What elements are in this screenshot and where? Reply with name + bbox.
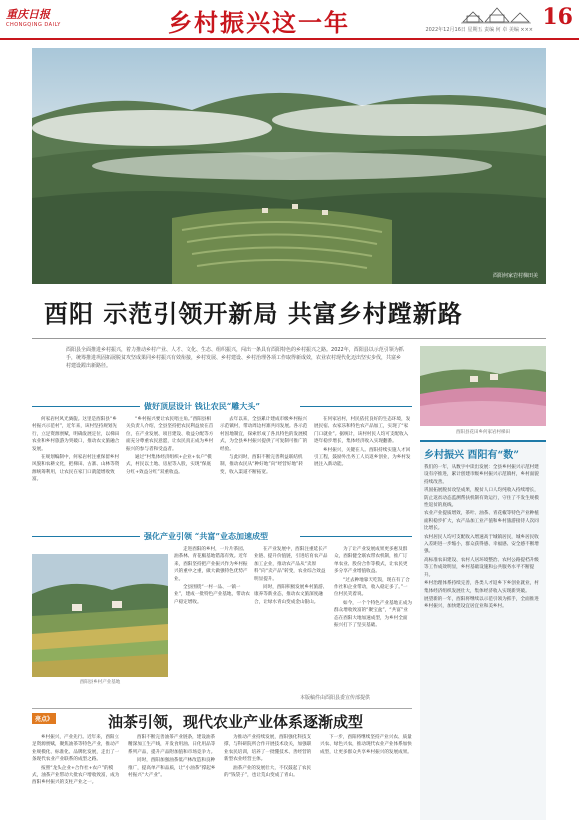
side-photo-caption: 酉阳县花田乡何家岩村梯田: [456, 430, 510, 435]
section-title: 乡村振兴这一年: [168, 8, 350, 37]
section2-rule-right: [300, 536, 412, 537]
sidebar-paragraph: 巩固拓展脱贫攻坚成果，脱贫人口人均纯收入持续增长，防止返贫动态监测帮扶机制有效运行，守住了不发生规模性返贫的底线。: [424, 488, 539, 509]
sidebar-paragraph: 农村居民人均可支配收入增速高于城镇居民，城乡居民收入差距进一步缩小，群众获得感、幸福感、安全感不断增强。: [424, 534, 539, 555]
section1-column-3: [220, 416, 308, 526]
section1-column-2: [126, 416, 214, 526]
mid-photo-caption: 酉阳县乡村产业基地: [79, 680, 121, 685]
paragraph: 为推动产业持续发展，酉阳强化科技支撑，与科研院所合作开展技术攻关，加强职业农民培训，培养了一批懂技术、善经营的新型农业经营主体。: [224, 735, 312, 763]
bottom-article-rule: [32, 708, 412, 709]
section1-rule-right: [300, 406, 412, 407]
pink-field-image: [420, 346, 546, 426]
stats-sidebar: [420, 440, 546, 820]
issue-meta: 2022年12月16日 星期五 责编 何 卓 美编 ×××: [425, 27, 533, 33]
paragraph: 如今，一个个特色产业基地正成为群众增收致富的“聚宝盆”，“共富”业态在酉阳大地加速成型，为乡村全面振兴打下了坚实基础。: [334, 600, 412, 629]
section2-heading: 强化产业引领 “共富”业态加速成型: [144, 531, 268, 541]
sidebar-body: [424, 464, 542, 611]
page-number: 16: [542, 4, 573, 30]
byline: 本版稿件由酉阳县委宣传部提供: [300, 695, 371, 701]
section2-column-1: [174, 546, 250, 692]
lead-paragraph: 酉阳县全面推进乡村振兴，着力推动乡村产业、人才、文化、生态、组织振兴，闯出一条具有酉阳特色的乡村振兴之路。2022年，酉阳县以示范引领为抓手，统筹推进巩固拓展脱贫攻坚成果同乡村振兴有效衔接，乡村发展、乡村建设、乡村治理各项工作取得新成效，农业农村现代化迈出坚实步伐，共富乡村建设蹚出新路径。: [66, 347, 404, 369]
section1-heading: 做好顶层设计 钱让农民“雕大头”: [144, 401, 260, 411]
village-sketch-icon: [461, 2, 531, 24]
paragraph: 同时，酉阳积极发展乡村旅游、康养等新业态，推动农文旅深度融合，让绿水青山变成金山银山。: [254, 585, 328, 605]
bottom-headline: 油茶引领，现代农业产业体系逐渐成型: [108, 713, 364, 731]
paragraph: 下一步，酉阳将继续坚持产业兴农、质量兴农、绿色兴农，推动现代农业产业体系加快成型，让更多群众共享乡村振兴的发展成果。: [320, 735, 412, 755]
paragraph: 乡村振兴，产业先行。近年来，酉阳立足资源禀赋，聚焦油茶等特色产业，推动产业规模化、标准化、品牌化发展，走出了一条现代农业产业联系的成型之路。: [32, 735, 120, 763]
mid-photo: [32, 554, 168, 677]
main-headline: 酉阳 示范引领开新局 共富乡村蹚新路: [44, 299, 463, 328]
sidebar-paragraph: 农业产业提质增效，茶叶、油茶、青花椒等特色产业种植面积稳步扩大，农产品加工业产值和乡村旅游接待人次同比增长。: [424, 511, 539, 532]
bottom-column-3: [224, 734, 314, 822]
sidebar-paragraph: 高标准农田建设、农村人居环境整治、农村公路提档升级等工作成效明显，乡村基础设施和公共服务水平不断提升。: [424, 557, 539, 578]
paragraph: 去年以来，全县累计建成市级乡村振兴示范镇村，带动周边村寨共同发展。各示范村因地制宜，探索形成了各具特色的发展模式，为全县乡村振兴提供了可复制可推广的经验。: [220, 417, 308, 452]
paragraph: 为了让产业发展成果更多惠及群众，酉阳健全联农带农机制，推广订单农业、股份合作等模式，让农民更多分享产业增值收益。: [334, 547, 408, 575]
masthead: [0, 0, 579, 40]
paragraph: 通过“村集体经济组织+企业+农户”模式，村民以土地、房屋等入股，实现“保底分红+效益分红”双重收益。: [126, 455, 212, 475]
paragraph: “过去种地靠天吃饭，现在有了合作社和企业带动，收入稳定多了。”一位村民笑着说。: [334, 577, 410, 598]
paragraph: 在产业发展中，酉阳注重延长产业链、提升价值链，引进培育农产品加工企业，推动农产品从“卖原料”向“卖产品”转变，农业综合效益明显提升。: [254, 547, 328, 582]
newspaper-logo: [6, 6, 66, 28]
paragraph: “乡村振兴要让农民唱主角。”酉阳县相关负责人介绍，全县坚持把农民利益放在首位，在产业发展、项目建设、收益分配等方面充分尊重农民意愿，让农民真正成为乡村振兴的参与者和受益者。: [126, 417, 214, 452]
highlight-tag: 亮点》: [32, 713, 56, 724]
bottom-column-1: [32, 734, 122, 822]
paragraph: 与此同时，酉阳不断完善利益联结机制，推动农民从“种好地”向“经营好地”转变，收入渠道不断拓宽。: [220, 455, 304, 475]
logo-text: 重庆日报: [6, 8, 50, 21]
paragraph: 在规划编制中，何家岩村注重保留乡村风貌和农耕文化，把梯田、古寨、山林等资源统筹利用，让农民在家门口就能增收致富。: [32, 455, 120, 483]
hero-caption: 酉阳何家岩村梯田美: [492, 273, 538, 279]
paragraph: 何家岩村风光旖旎。这里是酉阳县“乡村振兴示范村”，近年来，该村坚持规划先行，立足资源禀赋，明确发展定位，以梯田农业和乡村旅游为突破口，推动农文旅融合发展。: [32, 417, 120, 452]
section1-column-4: [314, 416, 412, 526]
section2-column-3: [334, 546, 412, 686]
paragraph: 油茶产业的发展壮大，不仅鼓起了农民的“钱袋子”，也让荒山变成了青山。: [224, 765, 312, 779]
hero-photo: [32, 48, 546, 284]
paragraph: 全县围绕“一村一品、一镇一业”，建成一批特色产业基地，带动农户稳定增收。: [174, 585, 250, 605]
bottom-column-2: [128, 734, 218, 822]
side-photo: [420, 346, 546, 426]
headline-rule: [32, 338, 546, 339]
section2-intro: [32, 546, 168, 554]
logo-subtitle: CHONGQING DAILY: [6, 22, 61, 28]
sidebar-paragraph: 乡村治理体系持续完善，各类人才返乡下乡创业就业，村集体经济组织发展壮大，集体经济收入实现新突破。: [424, 581, 539, 594]
sidebar-paragraph: 展望新的一年，酉阳将继续以示范引领为抓手，全面推进乡村振兴，加快建设宜居宜业和美乡村。: [424, 596, 539, 610]
paragraph: 同时，酉阳加强油茶低产林改造和良种推广，提高单产和品质，让“小油茶”撑起乡村振兴“大产业”。: [128, 758, 216, 779]
paragraph: 在何家岩村，村民依托良好的生态环境，发展民宿、农家乐和特色农产品加工，实现了“家门口就业”。据统计，该村村民人均可支配收入逐年稳步增长，集体经济收入实现翻番。: [314, 417, 411, 445]
sidebar-title: 乡村振兴 酉阳有“数”: [424, 450, 519, 461]
mountain-terraces-image: [32, 48, 546, 284]
farmland-image: [32, 554, 168, 677]
paragraph: 酉阳不断完善油茶产业链条，建设油茶精深加工生产线，开发食用油、日化用品等系列产品，提升产品附加值和市场竞争力。: [128, 735, 216, 755]
section1-column-1: [32, 416, 120, 526]
paragraph: 走进酉阳的乡村，一片片茶园、油茶林、青花椒基地错落有致。近年来，酉阳坚持把产业振兴作为乡村振兴的重中之重，做大做强特色优势产业。: [174, 547, 248, 582]
bottom-column-4: [320, 734, 412, 822]
sidebar-paragraph: 我们的一年，从数字中读出发展：全县乡村振兴示范村建设有序推进，累计创建市级乡村振兴示范镇村，乡村面貌持续改善。: [424, 465, 539, 485]
section2-rule-left: [32, 536, 140, 537]
section2-column-2: [254, 546, 330, 692]
paragraph: 按照“龙头企业+合作社+农户”的模式，油茶产业带动大批农户增收致富，成为酉阳乡村振兴的支柱产业之一。: [32, 765, 120, 786]
paragraph: 乡村振兴，关键在人。酉阳持续实施人才回引工程，鼓励外出务工人员返乡创业，为乡村发展注入新动能。: [314, 447, 411, 468]
section1-rule-left: [32, 406, 140, 407]
masthead-rule: [0, 38, 579, 40]
